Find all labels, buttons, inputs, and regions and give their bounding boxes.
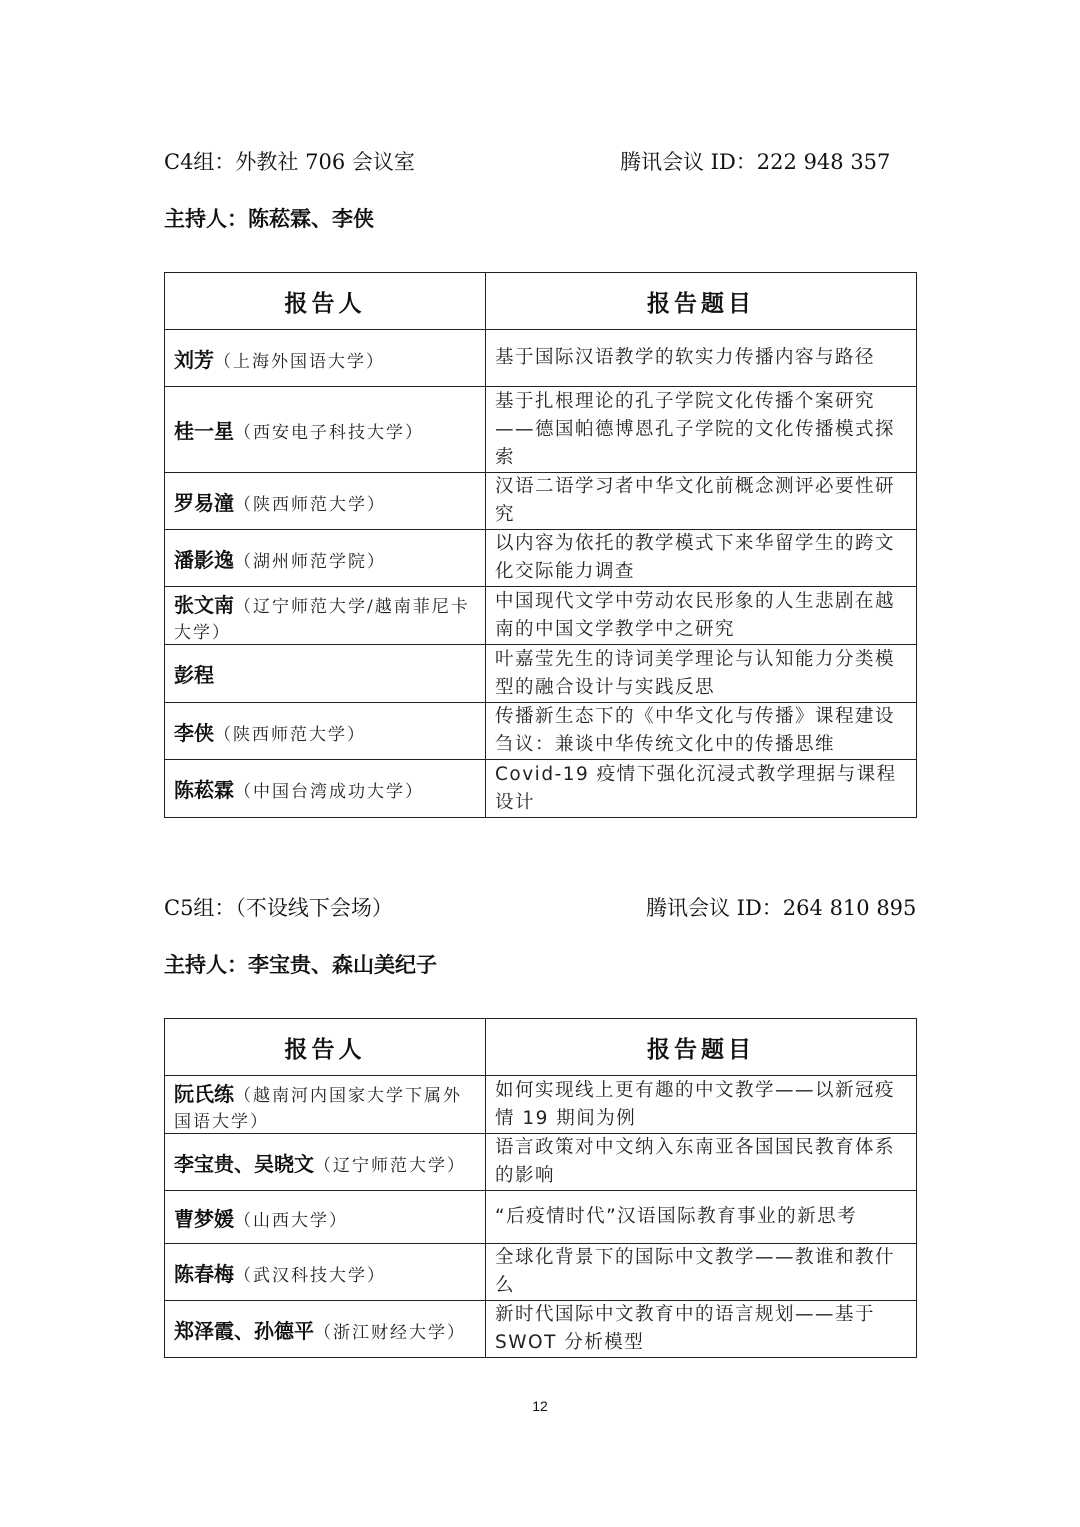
presenter-name: 彭程 xyxy=(174,663,214,687)
presenter-cell xyxy=(165,703,486,760)
table-row xyxy=(165,1244,917,1301)
presenter-name: 陈菘霖 xyxy=(174,778,234,802)
presenter-name: 刘芳 xyxy=(174,347,214,372)
presenter-name: 郑泽霞、孙德平 xyxy=(174,1318,314,1343)
presenter-affiliation: （辽宁师范大学/越南菲尼卡大学） xyxy=(174,596,470,643)
table-header-row xyxy=(165,1019,917,1076)
table-row xyxy=(165,587,917,645)
header-presenter: 报告人 xyxy=(165,1019,486,1076)
report-title: 以内容为依托的教学模式下来华留学生的跨文化交际能力调查 xyxy=(486,530,917,587)
table-row xyxy=(165,530,917,587)
presenter-cell xyxy=(165,530,486,587)
report-title: 叶嘉莹先生的诗词美学理论与认知能力分类模型的融合设计与实践反思 xyxy=(486,645,917,703)
presenter-name: 李宝贵、吴晓文 xyxy=(174,1151,314,1176)
presenter-name: 李侠 xyxy=(174,720,214,745)
report-title: 语言政策对中文纳入东南亚各国国民教育体系的影响 xyxy=(486,1134,917,1191)
c5-group-label: C5组：（不设线下会场） xyxy=(164,896,393,920)
report-title: 传播新生态下的《中华文化与传播》课程建设刍议：兼谈中华传统文化中的传播思维 xyxy=(486,703,917,760)
table-row xyxy=(165,1134,917,1191)
presenter-cell xyxy=(165,760,486,818)
table-row xyxy=(165,1301,917,1358)
table-row xyxy=(165,330,917,387)
report-title: 如何实现线上更有趣的中文教学——以新冠疫情 19 期间为例 xyxy=(486,1076,917,1134)
presenter-affiliation: （武汉科技大学） xyxy=(234,1265,386,1286)
presenter-affiliation: （辽宁师范大学） xyxy=(314,1155,466,1176)
table-row xyxy=(165,703,917,760)
page-number: 12 xyxy=(532,1398,548,1414)
report-title: Covid-19 疫情下强化沉浸式教学理据与课程设计 xyxy=(486,760,917,818)
presenter-name: 曹梦媛 xyxy=(174,1206,234,1231)
header-presenter: 报告人 xyxy=(165,273,486,330)
presenter-cell xyxy=(165,587,486,645)
presenter-cell xyxy=(165,1301,486,1358)
report-title: 汉语二语学习者中华文化前概念测评必要性研究 xyxy=(486,473,917,530)
table-header-row xyxy=(165,273,917,330)
presenter-affiliation: （湖州师范学院） xyxy=(234,551,386,572)
presenter-name: 罗易潼 xyxy=(174,490,234,515)
presenter-name: 张文南 xyxy=(174,592,234,617)
table-row xyxy=(165,645,917,703)
presenter-cell xyxy=(165,645,486,703)
presenter-cell xyxy=(165,473,486,530)
report-title: 中国现代文学中劳动农民形象的人生悲剧在越南的中国文学教学中之研究 xyxy=(486,587,917,645)
c4-hosts: 主持人：陈菘霖、李侠 xyxy=(164,207,374,231)
report-title: 基于国际汉语教学的软实力传播内容与路径 xyxy=(486,330,917,387)
presenter-cell xyxy=(165,1076,486,1134)
presenter-affiliation: （浙江财经大学） xyxy=(314,1322,466,1343)
presenter-name: 桂一星 xyxy=(174,419,234,443)
c4-group-label: C4组：外教社 706 会议室 xyxy=(164,150,415,174)
presenter-affiliation: （越南河内国家大学下属外国语大学） xyxy=(174,1085,462,1132)
table-row xyxy=(165,1076,917,1134)
c4-table xyxy=(164,272,917,818)
report-title: “后疫情时代”汉语国际教育事业的新思考 xyxy=(486,1191,917,1244)
table-row xyxy=(165,473,917,530)
presenter-cell xyxy=(165,1244,486,1301)
presenter-cell xyxy=(165,387,486,473)
report-title: 基于扎根理论的孔子学院文化传播个案研究——德国帕德博恩孔子学院的文化传播模式探索 xyxy=(486,387,917,473)
table-row xyxy=(165,387,917,473)
presenter-affiliation: （中国台湾成功大学） xyxy=(234,782,424,802)
table-row xyxy=(165,1191,917,1244)
c4-meeting-id: 腾讯会议 ID：222 948 357 xyxy=(620,150,891,174)
c5-meeting-id: 腾讯会议 ID：264 810 895 xyxy=(646,896,917,920)
presenter-name: 陈春梅 xyxy=(174,1261,234,1286)
presenter-name: 阮氏练 xyxy=(174,1081,234,1106)
presenter-affiliation: （西安电子科技大学） xyxy=(234,423,424,443)
report-title: 全球化背景下的国际中文教学——教谁和教什么 xyxy=(486,1244,917,1301)
header-title: 报告题目 xyxy=(486,273,917,330)
presenter-name: 潘影逸 xyxy=(174,547,234,572)
presenter-cell xyxy=(165,1191,486,1244)
table-row xyxy=(165,760,917,818)
presenter-cell xyxy=(165,330,486,387)
c5-hosts: 主持人：李宝贵、森山美纪子 xyxy=(164,953,437,977)
presenter-affiliation: （陕西师范大学） xyxy=(234,494,386,515)
presenter-affiliation: （陕西师范大学） xyxy=(214,724,366,745)
report-title: 新时代国际中文教育中的语言规划——基于 SWOT 分析模型 xyxy=(486,1301,917,1358)
presenter-affiliation: （上海外国语大学） xyxy=(214,351,385,372)
c5-table xyxy=(164,1018,917,1358)
presenter-affiliation: （山西大学） xyxy=(234,1210,348,1231)
header-title: 报告题目 xyxy=(486,1019,917,1076)
presenter-cell xyxy=(165,1134,486,1191)
